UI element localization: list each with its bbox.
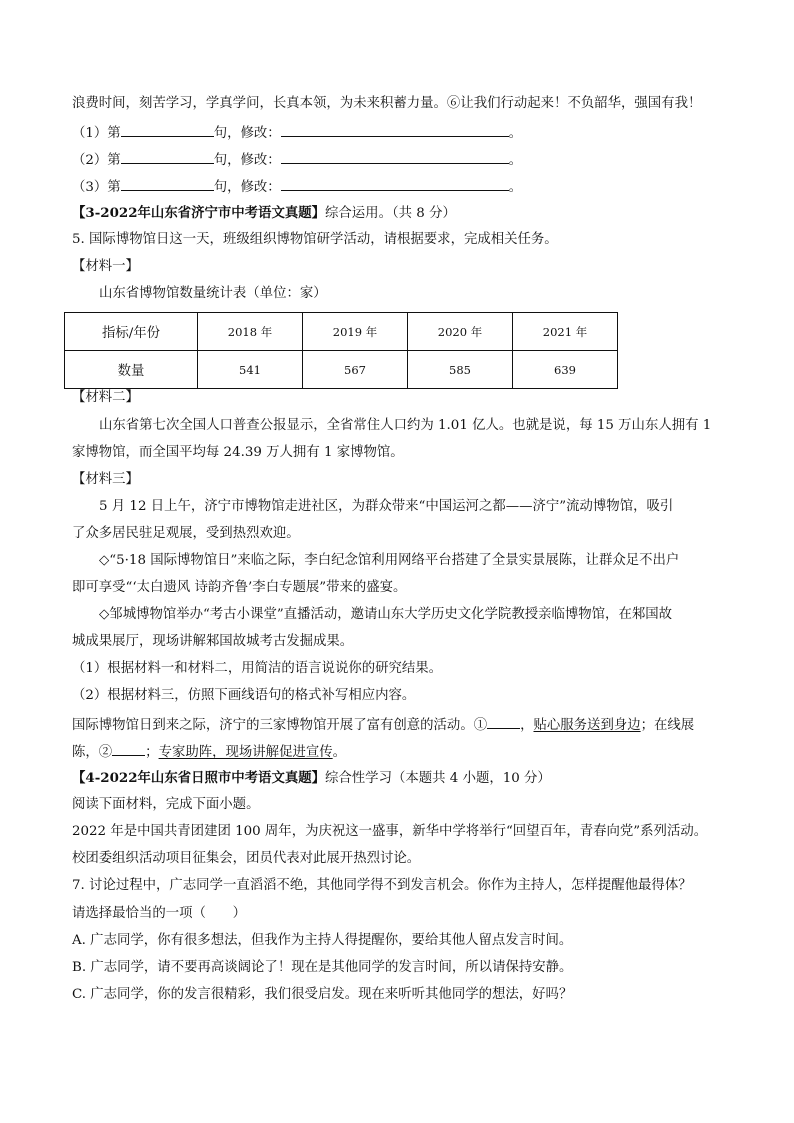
fill-in-line-1: 国际博物馆日到来之际，济宁的三家博物馆开展了富有创意的活动。① ，贴心服务送到身边；在线展 [72, 714, 694, 736]
question-5: 5. 国际博物馆日这一天，班级组织博物馆研学活动，请根据要求，完成相关任务。 [72, 232, 558, 247]
table-cell: 567 [303, 351, 408, 389]
fill-blank-1[interactable] [487, 714, 520, 729]
answer-ju: 句，修改： [213, 126, 281, 141]
table-title: 山东省博物馆数量统计表（单位：家） [99, 286, 327, 301]
underlined-phrase: 贴心服务送到身边 [533, 718, 641, 733]
task-2: （2）根据材料三，仿照下画线语句的格式补写相应内容。 [72, 688, 416, 703]
answer-index: （1）第 [72, 126, 121, 141]
revision-blank[interactable] [281, 122, 509, 137]
table-cell: 585 [408, 351, 513, 389]
table-row [65, 351, 618, 389]
table-cell: 639 [513, 351, 618, 389]
answer-index: （2）第 [72, 153, 121, 168]
table-header-cell: 2018 年 [198, 313, 303, 351]
answer-ju: 句，修改： [213, 180, 281, 195]
section4-heading: 【4-2022年山东省日照市中考语文真题】综合性学习（本题共 4 小题，10 分） [72, 770, 551, 786]
section3-heading: 【3-2022年山东省济宁市中考语文真题】综合运用。（共 8 分） [72, 205, 456, 221]
answer-line-2: （2）第 句，修改： 。 [72, 149, 522, 171]
table-header-cell: 指标/年份 [65, 313, 198, 351]
sentence-number-blank[interactable] [121, 149, 214, 164]
material-1-label: 【材料一】 [72, 259, 139, 274]
background-text: 2022 年是中国共青团建团 100 周年，为庆祝这一盛事，新华中学将举行“回望百年，青春向党”系列活动。 [72, 824, 708, 839]
section3-source: 【3-2022年山东省济宁市中考语文真题】 [72, 205, 326, 221]
section4-source: 【4-2022年山东省日照市中考语文真题】 [72, 770, 326, 786]
material-2-text: 山东省第七次全国人口普查公报显示，全省常住人口约为 1.01 亿人。也就是说，每 15 万山东人拥有 1 [99, 418, 712, 433]
material-3-text: 城成果展厅，现场讲解邾国故城考古发掘成果。 [72, 634, 354, 649]
underlined-phrase: 专家助阵，现场讲解促进宣传 [158, 745, 333, 760]
answer-index: （3）第 [72, 180, 121, 195]
sentence-number-blank[interactable] [121, 176, 214, 191]
reading-instruction: 阅读下面材料，完成下面小题。 [72, 797, 260, 812]
background-text: 校团委组织活动项目征集会，团员代表对此展开热烈讨论。 [72, 851, 421, 866]
table-cell: 数量 [65, 351, 198, 389]
option-c[interactable]: C. 广志同学，你的发言很精彩，我们很受启发。现在来听听其他同学的想法，好吗？ [72, 987, 573, 1002]
material-3-text: 5 月 12 日上午，济宁市博物馆走进社区，为群众带来“中国运河之都——济宁”流动博物馆，吸引 [99, 499, 674, 514]
table-cell: 541 [198, 351, 303, 389]
revision-blank[interactable] [281, 176, 509, 191]
question-7: 请选择最恰当的一项（ ） [72, 906, 247, 921]
table-header-cell: 2021 年 [513, 313, 618, 351]
material-3-text: ◇邹城博物馆举办“考古小课堂”直播活动，邀请山东大学历史文化学院教授亲临博物馆，在邾国故 [99, 607, 673, 622]
answer-line-3: （3）第 句，修改： 。 [72, 176, 522, 198]
material-3-label: 【材料三】 [72, 472, 139, 487]
material-3-text: 了众多居民驻足观展，受到热烈欢迎。 [72, 526, 300, 541]
option-a[interactable]: A. 广志同学，你有很多想法，但我作为主持人得提醒你，要给其他人留点发言时间。 [72, 933, 573, 948]
fill-blank-2[interactable] [112, 741, 145, 756]
sentence-number-blank[interactable] [121, 122, 214, 137]
table-header-row [65, 313, 618, 351]
answer-line-1: （1）第 句，修改： 。 [72, 122, 522, 144]
task-1: （1）根据材料一和材料二，用简洁的语言说说你的研究结果。 [72, 661, 443, 676]
answer-ju: 句，修改： [213, 153, 281, 168]
option-b[interactable]: B. 广志同学，请不要再高谈阔论了！现在是其他同学的发言时间，所以请保持安静。 [72, 960, 573, 975]
material-2-label: 【材料二】 [72, 390, 139, 405]
intro-line: 浪费时间，刻苦学习，学真学问，长真本领，为未来积蓄力量。⑥让我们行动起来！不负韶华，强国有我！ [72, 96, 702, 111]
revision-blank[interactable] [281, 149, 509, 164]
museum-count-table [64, 312, 618, 389]
material-3-text: 即可享受“‘太白遗风 诗韵齐鲁’李白专题展”带来的盛宴。 [72, 580, 407, 595]
material-2-text: 家博物馆，而全国平均每 24.39 万人拥有 1 家博物馆。 [72, 445, 404, 460]
question-7: 7. 讨论过程中，广志同学一直滔滔不绝，其他同学得不到发言机会。你作为主持人，怎样提醒他最得体？ [72, 878, 692, 893]
material-3-text: ◇“5·18 国际博物馆日”来临之际，李白纪念馆利用网络平台搭建了全景实景展陈，让群众足不出户 [99, 553, 680, 568]
table-header-cell: 2020 年 [408, 313, 513, 351]
table-header-cell: 2019 年 [303, 313, 408, 351]
fill-in-line-2: 陈，② ；专家助阵，现场讲解促进宣传。 [72, 741, 346, 763]
